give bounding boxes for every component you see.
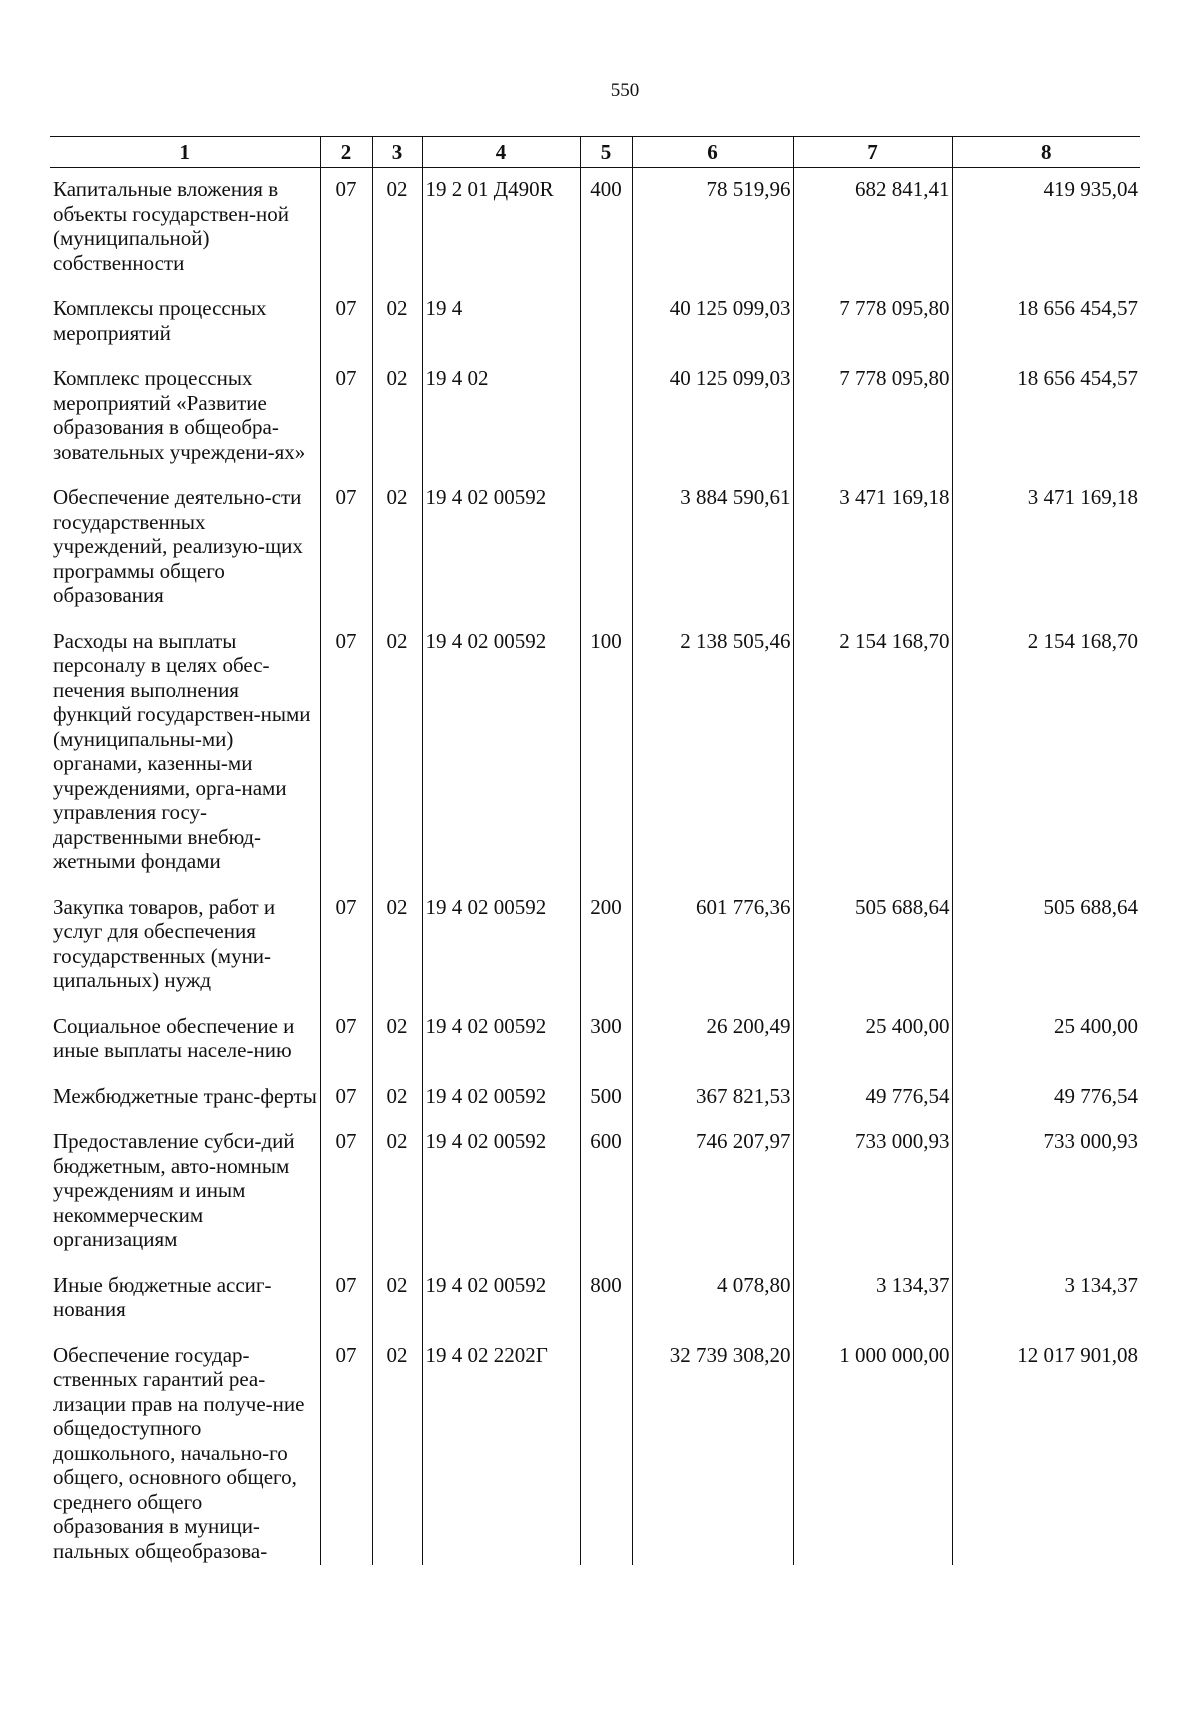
- amount-col7-cell: 733 000,93: [793, 1120, 952, 1264]
- target-code-cell: 19 4 02: [422, 357, 580, 476]
- amount-col8-cell: 18 656 454,57: [952, 357, 1140, 476]
- table-row: [50, 168, 1140, 288]
- column-header: 8: [952, 137, 1140, 168]
- target-code-cell: 19 4: [422, 287, 580, 357]
- amount-col7-cell: 505 688,64: [793, 886, 952, 1005]
- amount-col6-cell: 78 519,96: [632, 168, 793, 288]
- row-name-cell: Комплексы процессных мероприятий: [50, 287, 320, 357]
- amount-col6-cell: 746 207,97: [632, 1120, 793, 1264]
- expense-type-cell: 200: [580, 886, 632, 1005]
- row-name-cell: Обеспечение государ-ственных гарантий реа-лизации прав на получе-ние общедоступного дошкольного, начально-го общего, основного общего, среднего общего образования в муници-пальных общеобразова-: [50, 1334, 320, 1566]
- table-row: [50, 476, 1140, 620]
- column-header: 2: [320, 137, 372, 168]
- target-code-cell: 19 4 02 2202Г: [422, 1334, 580, 1566]
- table-body: [50, 168, 1140, 1566]
- amount-col7-cell: 682 841,41: [793, 168, 952, 288]
- table-row: [50, 1075, 1140, 1121]
- amount-col6-cell: 4 078,80: [632, 1264, 793, 1334]
- amount-col7-cell: 7 778 095,80: [793, 287, 952, 357]
- amount-col8-cell: 18 656 454,57: [952, 287, 1140, 357]
- page-number: 550: [610, 80, 640, 101]
- amount-col7-cell: 3 471 169,18: [793, 476, 952, 620]
- table-row: [50, 1005, 1140, 1075]
- target-code-cell: 19 4 02 00592: [422, 1264, 580, 1334]
- column-header: 1: [50, 137, 320, 168]
- section-cell: 07: [320, 168, 372, 288]
- amount-col6-cell: 26 200,49: [632, 1005, 793, 1075]
- column-header: 6: [632, 137, 793, 168]
- table-row: [50, 287, 1140, 357]
- amount-col6-cell: 2 138 505,46: [632, 620, 793, 886]
- subsection-cell: 02: [372, 1075, 422, 1121]
- amount-col6-cell: 367 821,53: [632, 1075, 793, 1121]
- header-row: [50, 137, 1140, 168]
- table-row: [50, 1334, 1140, 1566]
- expense-type-cell: 400: [580, 168, 632, 288]
- amount-col8-cell: 419 935,04: [952, 168, 1140, 288]
- amount-col8-cell: 505 688,64: [952, 886, 1140, 1005]
- subsection-cell: 02: [372, 168, 422, 288]
- amount-col7-cell: 2 154 168,70: [793, 620, 952, 886]
- section-cell: 07: [320, 357, 372, 476]
- subsection-cell: 02: [372, 886, 422, 1005]
- section-cell: 07: [320, 1334, 372, 1566]
- column-header: 5: [580, 137, 632, 168]
- section-cell: 07: [320, 1075, 372, 1121]
- target-code-cell: 19 4 02 00592: [422, 1120, 580, 1264]
- section-cell: 07: [320, 1264, 372, 1334]
- subsection-cell: 02: [372, 1264, 422, 1334]
- target-code-cell: 19 4 02 00592: [422, 1005, 580, 1075]
- target-code-cell: 19 2 01 Д490R: [422, 168, 580, 288]
- amount-col7-cell: 3 134,37: [793, 1264, 952, 1334]
- subsection-cell: 02: [372, 1334, 422, 1566]
- section-cell: 07: [320, 886, 372, 1005]
- table-row: [50, 886, 1140, 1005]
- row-name-cell: Обеспечение деятельно-сти государственных учреждений, реализую-щих программы общего образования: [50, 476, 320, 620]
- row-name-cell: Предоставление субси-дий бюджетным, авто-номным учреждениям и иным некоммерческим организациям: [50, 1120, 320, 1264]
- table-row: [50, 1264, 1140, 1334]
- target-code-cell: 19 4 02 00592: [422, 620, 580, 886]
- target-code-cell: 19 4 02 00592: [422, 1075, 580, 1121]
- amount-col8-cell: 3 471 169,18: [952, 476, 1140, 620]
- row-name-cell: Иные бюджетные ассиг-нования: [50, 1264, 320, 1334]
- subsection-cell: 02: [372, 1120, 422, 1264]
- target-code-cell: 19 4 02 00592: [422, 476, 580, 620]
- expense-type-cell: 500: [580, 1075, 632, 1121]
- expense-type-cell: [580, 357, 632, 476]
- expense-type-cell: [580, 287, 632, 357]
- column-header: 3: [372, 137, 422, 168]
- section-cell: 07: [320, 287, 372, 357]
- amount-col7-cell: 7 778 095,80: [793, 357, 952, 476]
- subsection-cell: 02: [372, 1005, 422, 1075]
- amount-col6-cell: 3 884 590,61: [632, 476, 793, 620]
- expense-type-cell: [580, 476, 632, 620]
- amount-col7-cell: 25 400,00: [793, 1005, 952, 1075]
- column-header: 4: [422, 137, 580, 168]
- amount-col6-cell: 32 739 308,20: [632, 1334, 793, 1566]
- amount-col8-cell: 49 776,54: [952, 1075, 1140, 1121]
- expense-type-cell: 600: [580, 1120, 632, 1264]
- section-cell: 07: [320, 476, 372, 620]
- section-cell: 07: [320, 1005, 372, 1075]
- subsection-cell: 02: [372, 620, 422, 886]
- amount-col6-cell: 40 125 099,03: [632, 357, 793, 476]
- row-name-cell: Социальное обеспечение и иные выплаты населе-нию: [50, 1005, 320, 1075]
- table-row: [50, 1120, 1140, 1264]
- amount-col8-cell: 12 017 901,08: [952, 1334, 1140, 1566]
- section-cell: 07: [320, 620, 372, 886]
- row-name-cell: Расходы на выплаты персоналу в целях обес-печения выполнения функций государствен-ными (муниципальны-ми) органами, казенны-ми учреждениями, орга-нами управления госу-дарственными внебюд-жетными фондами: [50, 620, 320, 886]
- expense-type-cell: [580, 1334, 632, 1566]
- expense-type-cell: 100: [580, 620, 632, 886]
- row-name-cell: Комплекс процессных мероприятий «Развитие образования в общеобра-зовательных учреждени-ях»: [50, 357, 320, 476]
- expense-type-cell: 800: [580, 1264, 632, 1334]
- amount-col8-cell: 2 154 168,70: [952, 620, 1140, 886]
- row-name-cell: Межбюджетные транс-ферты: [50, 1075, 320, 1121]
- column-header: 7: [793, 137, 952, 168]
- target-code-cell: 19 4 02 00592: [422, 886, 580, 1005]
- amount-col7-cell: 1 000 000,00: [793, 1334, 952, 1566]
- amount-col8-cell: 3 134,37: [952, 1264, 1140, 1334]
- subsection-cell: 02: [372, 287, 422, 357]
- subsection-cell: 02: [372, 476, 422, 620]
- amount-col6-cell: 601 776,36: [632, 886, 793, 1005]
- row-name-cell: Капитальные вложения в объекты государствен-ной (муниципальной) собственности: [50, 168, 320, 288]
- row-name-cell: Закупка товаров, работ и услуг для обеспечения государственных (муни-ципальных) нужд: [50, 886, 320, 1005]
- table-row: [50, 357, 1140, 476]
- subsection-cell: 02: [372, 357, 422, 476]
- amount-col8-cell: 733 000,93: [952, 1120, 1140, 1264]
- expense-type-cell: 300: [580, 1005, 632, 1075]
- budget-table: [50, 136, 1140, 1565]
- section-cell: 07: [320, 1120, 372, 1264]
- table-row: [50, 620, 1140, 886]
- amount-col7-cell: 49 776,54: [793, 1075, 952, 1121]
- amount-col8-cell: 25 400,00: [952, 1005, 1140, 1075]
- amount-col6-cell: 40 125 099,03: [632, 287, 793, 357]
